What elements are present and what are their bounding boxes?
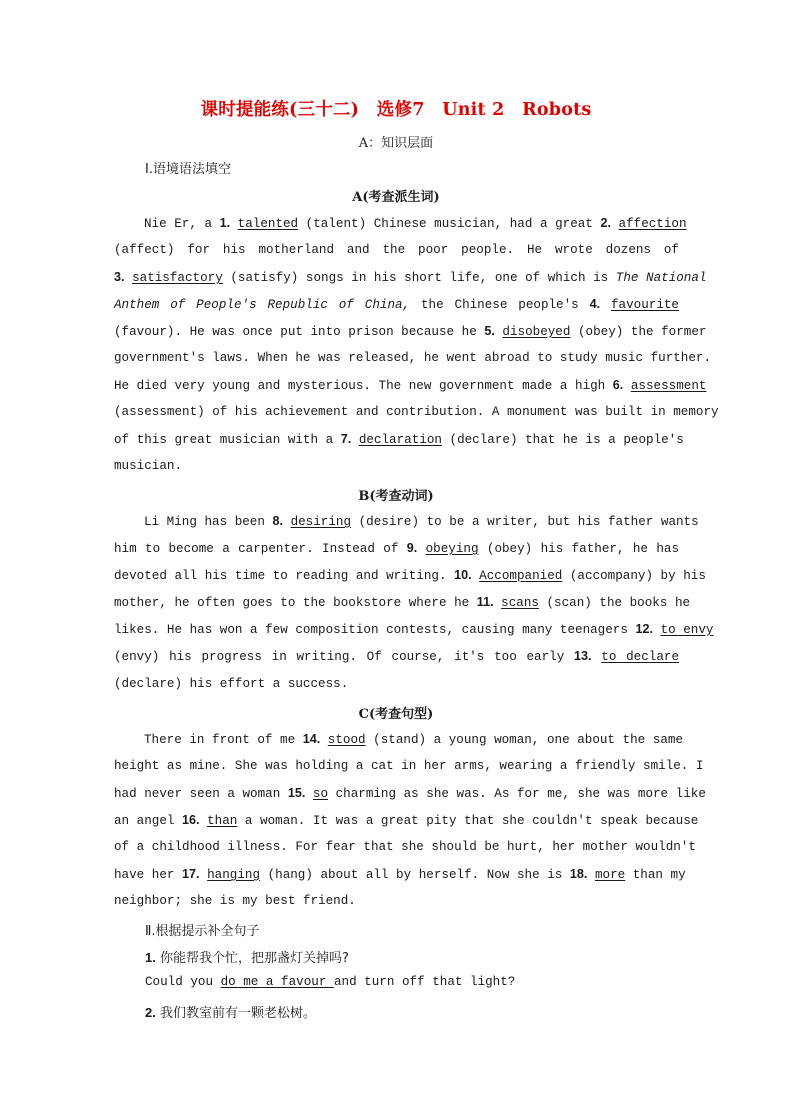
blank-number: 17. <box>182 867 200 881</box>
blank-number: 11. <box>476 595 494 609</box>
passage-c-line-4 <box>114 811 699 830</box>
text-span: than my <box>625 868 686 882</box>
blank-number: 7. <box>340 432 352 446</box>
answer: more <box>594 868 626 882</box>
text-span: charming as she was. As for me, she was more like <box>328 787 706 801</box>
text-span: (favour). He was once put into prison because he <box>114 325 485 339</box>
question-1-english <box>145 975 515 989</box>
text-span: likes. He has won a few composition contests, causing many teenagers <box>114 623 636 637</box>
passage-a-line-3 <box>114 268 707 287</box>
passage-a-line-7 <box>114 376 707 395</box>
text-span: (obey) the former <box>570 325 707 339</box>
text-span: the Chinese people's <box>410 298 590 312</box>
blank-number: 6. <box>612 378 624 392</box>
passage-a-line-8: (assessment) of his achievement and contribution. A monument was built in memory <box>114 405 719 419</box>
text-span: (declare) that he is a people's <box>441 433 684 447</box>
part2-heading: Ⅱ.根据提示补全句子 <box>145 924 260 939</box>
text-span: him to become a carpenter. Instead of <box>114 542 407 556</box>
blank-number: 10. <box>454 568 472 582</box>
answer: disobeyed <box>502 325 571 339</box>
text-span: (scan) the books he <box>538 596 691 610</box>
text-span: There in front of me <box>144 733 303 747</box>
answer: declaration <box>358 433 442 447</box>
question-2-chinese <box>145 1002 316 1021</box>
text-span: Li Ming has been <box>144 515 273 529</box>
passage-a-line-6: government's laws. When he was released, he went abroad to study music further. <box>114 351 712 365</box>
passage-b-line-1 <box>114 512 699 531</box>
passage-b-line-2 <box>114 539 679 558</box>
passage-c-line-5: of a childhood illness. For fear that she should be hurt, her mother wouldn't <box>114 840 696 854</box>
question-number: 1. <box>145 950 156 965</box>
text-span: (stand) a young woman, one about the same <box>365 733 684 747</box>
blank-number: 8. <box>272 514 283 528</box>
passage-c-line-1 <box>114 730 684 749</box>
answer: than <box>207 814 238 828</box>
part1-heading: Ⅰ.语境语法填空 <box>145 162 231 177</box>
passage-b-line-5 <box>114 620 714 639</box>
blank-number: 9. <box>406 541 418 555</box>
answer: hanging <box>207 868 261 882</box>
answer: satisfactory <box>132 271 223 285</box>
question-number: 2. <box>145 1005 156 1020</box>
blank-number: 2. <box>600 216 611 230</box>
sub-a-heading: A(考查派生词) <box>352 190 440 205</box>
section-a-heading: A：知识层面 <box>358 136 434 151</box>
text-span: a woman. It was a great pity that she couldn't speak because <box>237 814 699 828</box>
answer: Accompanied <box>479 569 563 583</box>
blank-number: 3. <box>114 270 125 284</box>
sub-b-heading: B(考查动词) <box>358 489 434 504</box>
blank-number: 13. <box>574 649 592 663</box>
text-span: mother, he often goes to the bookstore where he <box>114 596 477 610</box>
text-span: (envy) his progress in writing. Of course, it's too early <box>114 650 575 664</box>
text-span: (desire) to be a writer, but his father wants <box>351 515 699 529</box>
passage-a-line-5 <box>114 322 707 341</box>
answer: stood <box>327 733 366 747</box>
text-span: He died very young and mysterious. The new government made a high <box>114 379 613 393</box>
passage-a-line-4 <box>114 295 679 314</box>
passage-c-line-6 <box>114 865 686 884</box>
answer: obeying <box>425 542 479 556</box>
answer: scans <box>501 596 539 610</box>
text-span: devoted all his time to reading and writing. <box>114 569 455 583</box>
text-span: (talent) Chinese musician, had a great <box>298 217 601 231</box>
blank-number: 4. <box>589 297 601 311</box>
blank-number: 12. <box>635 622 653 636</box>
text-span: 你能帮我个忙，把那盏灯关掉吗? <box>159 951 349 966</box>
text-span: of this great musician with a <box>114 433 341 447</box>
passage-a-line-9 <box>114 430 684 449</box>
blank-number: 16. <box>182 813 200 827</box>
answer: affection <box>618 217 687 231</box>
text-span: Anthem of People's Republic of China, <box>114 298 411 312</box>
answer: talented <box>237 217 299 231</box>
page-title: 课时提能练(三十二) 选修7 Unit 2 Robots <box>200 100 592 120</box>
blank-number: 1. <box>219 216 231 230</box>
answer: favourite <box>610 298 679 312</box>
text-span: (satisfy) songs in his short life, one of which is <box>222 271 616 285</box>
answer: do me a favour <box>220 975 334 989</box>
blank-number: 15. <box>287 786 306 800</box>
text-span: have her <box>114 868 183 882</box>
text-span: Nie Er, a <box>144 217 220 231</box>
passage-c-line-3 <box>114 784 706 803</box>
passage-a-line-1 <box>114 214 687 233</box>
text-span: an angel <box>114 814 183 828</box>
passage-a-line-10: musician. <box>114 459 183 473</box>
answer: to envy <box>660 623 714 637</box>
text-span: and turn off that light? <box>333 975 516 989</box>
passage-a-line-2: (affect) for his motherland and the poor people. He wrote dozens of <box>114 243 679 257</box>
sub-c-heading: C(考查句型) <box>358 707 434 722</box>
text-span: (obey) his father, he has <box>478 542 679 556</box>
answer: to declare <box>601 650 680 664</box>
question-1-chinese <box>145 947 349 966</box>
blank-number: 14. <box>302 732 321 746</box>
passage-b-line-4 <box>114 593 691 612</box>
text-span: had never seen a woman <box>114 787 288 801</box>
text-span: The National <box>615 271 707 285</box>
answer: so <box>312 787 329 801</box>
blank-number: 5. <box>484 324 495 338</box>
passage-b-line-6 <box>114 647 679 666</box>
blank-number: 18. <box>569 867 588 881</box>
answer: assessment <box>630 379 707 393</box>
answer: desiring <box>290 515 352 529</box>
passage-b-line-7: (declare) his effort a success. <box>114 677 349 691</box>
passage-c-line-2: height as mine. She was holding a cat in her arms, wearing a friendly smile. I <box>114 759 704 773</box>
text-span: Could you <box>145 975 221 989</box>
text-span: (hang) about all by herself. Now she is <box>260 868 570 882</box>
text-span: 我们教室前有一颗老松树。 <box>159 1006 316 1021</box>
passage-b-line-3 <box>114 566 706 585</box>
text-span: (accompany) by his <box>562 569 706 583</box>
passage-c-line-7: neighbor; she is my best friend. <box>114 894 356 908</box>
